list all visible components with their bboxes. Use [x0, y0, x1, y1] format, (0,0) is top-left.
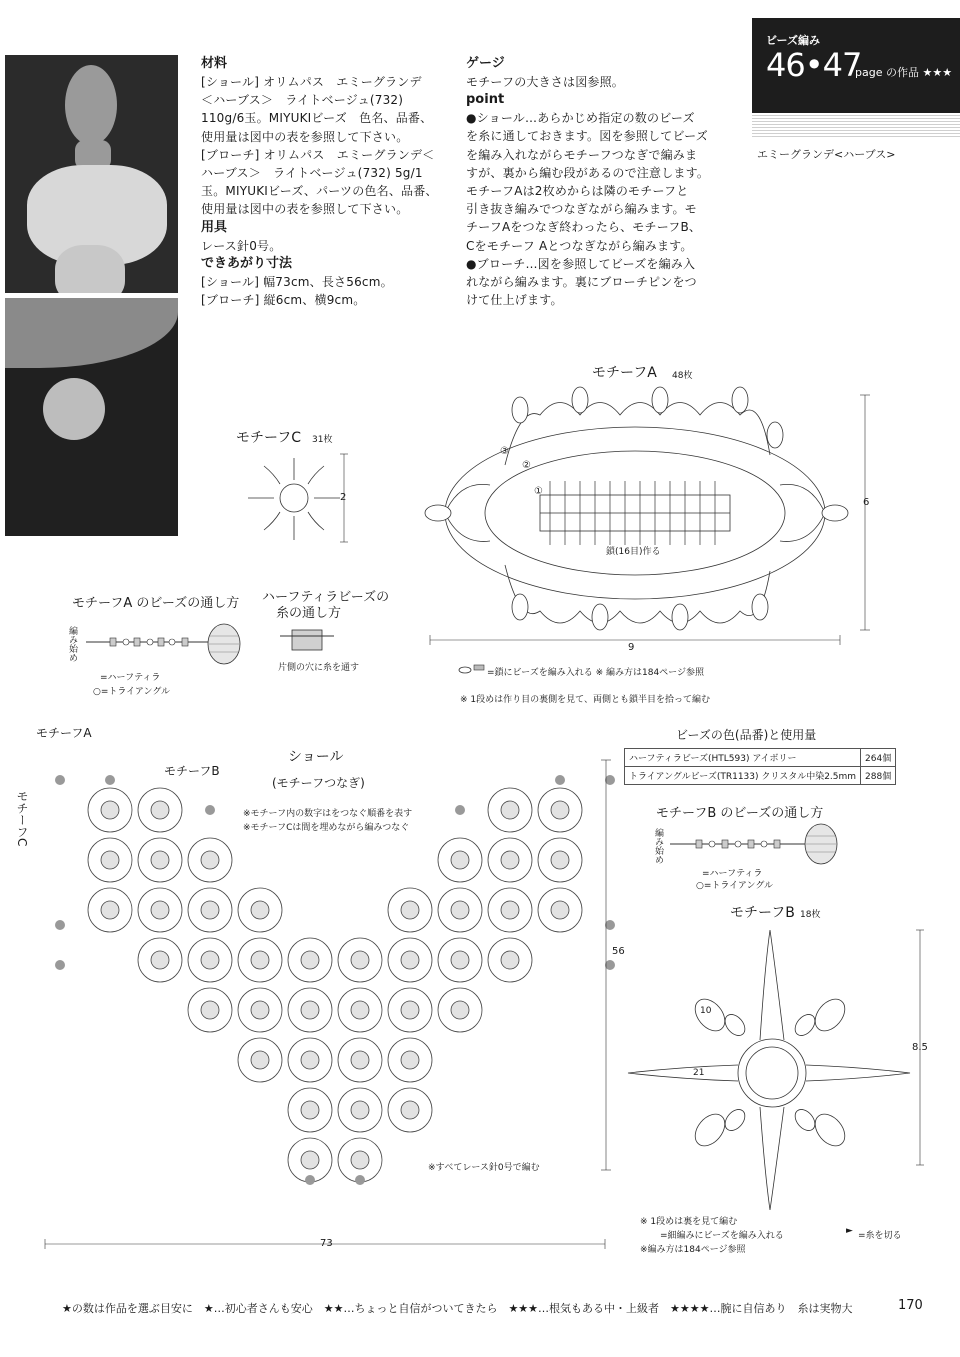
bead-thread-a-title: モチーフA のビーズの通し方 — [72, 596, 240, 611]
motif-b-label-10: 10 — [700, 1006, 712, 1016]
point-line: を編み入れながらモチーフつなぎで編みま — [466, 147, 698, 162]
motif-c-count: 31枚 — [312, 435, 333, 445]
motif-c-diagram — [244, 452, 354, 547]
half-tila-title-2: 糸の通し方 — [276, 606, 342, 621]
half-tila-caption: 片側の穴に糸を通す — [278, 663, 360, 673]
pattern-number: 46•47 — [766, 46, 862, 84]
materials-line: 使用量は図中の表を参照して下さい。 — [201, 129, 409, 144]
bead-colors-title: ビーズの色(品番)と使用量 — [676, 728, 817, 742]
shawl-note-2: ※モチーフCは間を埋めながら編みつなぐ — [243, 823, 410, 833]
motif-c-dim: 2 — [340, 492, 347, 503]
materials-line: 使用量は図中の表を参照して下さい。 — [201, 202, 409, 217]
shawl-title: ショール — [288, 749, 344, 765]
materials-line: [ショール] オリムパス エミーグランデ — [201, 75, 422, 89]
shawl-subtitle: (モチーフつなぎ) — [272, 776, 365, 790]
shawl-footnote: ※すべてレース針0号で編む — [428, 1163, 540, 1173]
shawl-diagram — [40, 750, 610, 1250]
materials-heading: 材料 — [201, 56, 228, 71]
bead-thread-b-diagram — [666, 818, 846, 868]
materials-line: ハーブス＞ ライトベージュ(732) 5g/1 — [201, 166, 423, 181]
gauge-text: モチーフの大きさは図参照。 — [466, 75, 625, 89]
bead-thread-a-legend-triangle: ○=トライアングル — [93, 687, 171, 697]
point-line: 引き抜き編みでつなぎながら編みます。モ — [466, 202, 697, 217]
page-suffix: page の作品 ★★★ — [855, 66, 953, 79]
tools-heading: 用具 — [201, 219, 228, 235]
motif-a-width-dim: 9 — [628, 642, 635, 653]
bead-colors-table — [624, 748, 896, 785]
materials-line: [ブローチ] オリムパス エミーグランデ＜ — [201, 147, 435, 162]
size-heading: できあがり寸法 — [201, 255, 293, 271]
point-line: すが、裏から編む段があるので注意します。 — [466, 165, 710, 180]
materials-line: 玉。MIYUKIビーズ、パーツの色名、品番、 — [201, 184, 438, 199]
bead-thread-a-diagram — [82, 620, 247, 670]
shawl-width-dim: 73 — [320, 1238, 333, 1249]
bead-thread-b-title: モチーフB のビーズの通し方 — [656, 806, 824, 821]
bead-name-cell: ハーフティラビーズ(HTL593) アイボリー — [625, 749, 861, 767]
bead-qty-cell: 288個 — [861, 767, 896, 785]
shawl-label-c: モチーフC — [15, 790, 29, 847]
page-number: 170 — [898, 1298, 923, 1313]
motif-a-count: 48枚 — [672, 371, 693, 381]
shawl-height-dim: 56 — [612, 946, 625, 957]
motif-b-dim: 8.5 — [912, 1042, 928, 1053]
point-line: れながら編みます。裏にブローチピンをつ — [466, 275, 697, 290]
size-line: [ブローチ] 縦6cm、横9cm。 — [201, 293, 366, 308]
bead-thread-b-legend-triangle: ○=トライアングル — [696, 881, 774, 891]
bead-chain-symbol — [458, 662, 488, 676]
yarn-name: エミーグランデ<ハーブス> — [757, 148, 896, 161]
motif-b-note-1: ※ 1段めは裏を見て編む — [640, 1217, 738, 1227]
motif-b-note-3: ※編み方は184ページ参照 — [640, 1245, 746, 1255]
point-line: Cをモチーフ Aとつなぎながら編みます。 — [466, 238, 693, 253]
motif-a-title: モチーフA — [592, 365, 657, 381]
motif-c-title: モチーフC — [236, 430, 302, 446]
bead-thread-a-start: 編み始め — [67, 626, 77, 662]
shawl-note-1: ※モチーフ内の数字はをつなぐ順番を表す — [243, 809, 413, 819]
bead-thread-b-legend-tila: =ハーフティラ — [702, 869, 763, 879]
bead-thread-b-start: 編み始め — [653, 828, 663, 864]
half-tila-diagram — [280, 622, 340, 662]
round-label-3: ③ — [500, 446, 509, 457]
point-line: けて仕上げます。 — [466, 293, 563, 308]
motif-b-diagram — [620, 925, 930, 1215]
size-line: [ショール] 幅73cm、長さ56cm。 — [201, 274, 393, 289]
bead-qty-cell: 264個 — [861, 749, 896, 767]
cut-thread-icon: ► — [846, 1226, 853, 1236]
shawl-photo — [5, 55, 178, 293]
category-label: ビーズ編み — [766, 34, 821, 47]
motif-b-cut-note: =糸を切る — [858, 1231, 902, 1241]
motif-b-note-2: =細編みにビーズを編み入れる — [660, 1231, 784, 1241]
title-stripe — [752, 113, 960, 137]
half-tila-title-1: ハーフティラビーズの — [262, 590, 390, 605]
motif-a-chain-note: 鎖(16目)作る — [606, 547, 661, 557]
bead-thread-a-legend-tila: =ハーフティラ — [100, 673, 161, 683]
point-line: モチーフAは2枚めからは隣のモチーフと — [466, 184, 689, 199]
point-heading: point — [466, 92, 505, 108]
motif-a-height-dim: 6 — [863, 497, 870, 508]
motif-a-diagram — [420, 385, 890, 655]
table-row — [625, 749, 896, 767]
motif-b-count: 18枚 — [800, 910, 821, 920]
difficulty-legend: ★の数は作品を選ぶ目安に ★…初心者さんも安心 ★★…ちょっと自信がついてきたら ★★★…根気もある中・上級者 ★★★★…腕に自信あり 糸は実物大 — [62, 1302, 853, 1315]
motif-a-note: ※ 1段めは作り目の裏側を見て、両側とも鎖半目を拾って編む — [460, 695, 710, 705]
gauge-heading: ゲージ — [466, 56, 505, 71]
shawl-label-a: モチーフA — [36, 726, 92, 740]
shawl-label-b: モチーフB — [164, 764, 220, 778]
motif-b-title: モチーフB — [730, 905, 795, 921]
materials-line: ＜ハーブス＞ ライトベージュ(732) — [201, 93, 404, 108]
materials-section — [201, 55, 438, 309]
brooch-photo — [5, 298, 178, 536]
motif-a-bead-legend: =鎖にビーズを編み入れる ※ 編み方は184ページ参照 — [487, 668, 704, 678]
motif-b-label-21: 21 — [693, 1068, 705, 1078]
point-line: を糸に通しておきます。図を参照してビーズ — [466, 129, 708, 144]
pattern-title-box — [752, 18, 960, 113]
table-row — [625, 767, 896, 785]
point-line: チーフAをつなぎ終わったら、モチーフB、 — [466, 220, 702, 235]
round-label-1: ① — [534, 486, 543, 497]
gauge-section — [466, 55, 709, 309]
materials-line: 110g/6玉。MIYUKIビーズ 色名、品番、 — [201, 111, 433, 126]
round-label-2: ② — [522, 460, 531, 471]
point-line: ●ブローチ…図を参照してビーズを編み入 — [466, 256, 696, 271]
bead-name-cell: トライアングルビーズ(TR1133) クリスタル中染2.5mm — [625, 767, 861, 785]
point-line: ●ショール…あらかじめ指定の数のビーズ — [466, 111, 695, 126]
tools-text: レース針0号。 — [201, 238, 282, 253]
